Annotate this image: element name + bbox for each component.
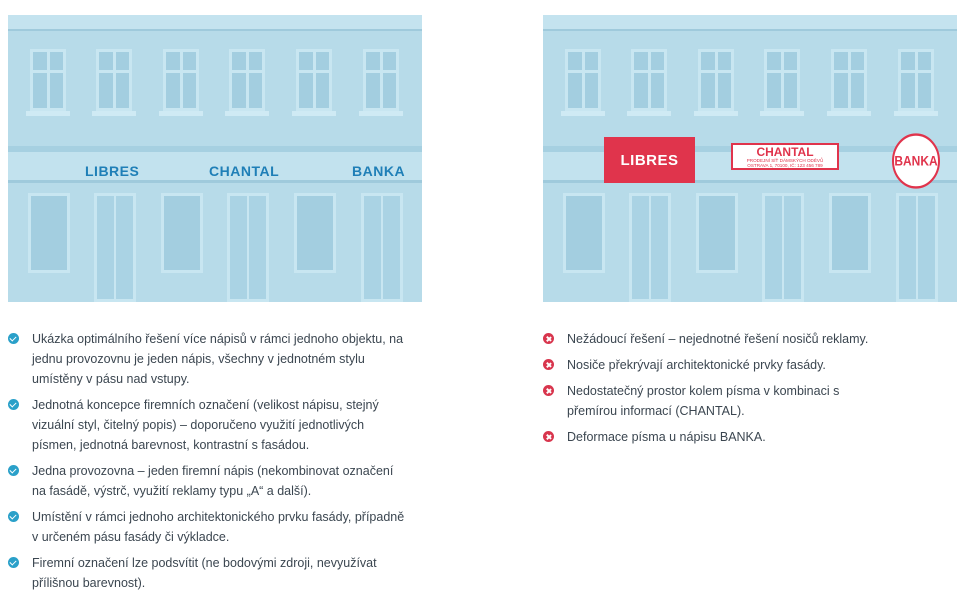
sign-libres: LIBRES [85, 163, 140, 179]
facade-illustration-good [8, 15, 422, 302]
upper-window [229, 49, 265, 111]
list-item: Jedna provozovna – jeden firemní nápis (nekombinovat označení na fasádě, výstrč, využití reklamy typu „A“ a další). [8, 461, 408, 501]
entrance-door [762, 193, 804, 302]
window-sill [159, 111, 203, 116]
window-sill [894, 111, 938, 116]
window-sill [359, 111, 403, 116]
upper-window [363, 49, 399, 111]
upper-window [698, 49, 734, 111]
list-item: Nedostatečný prostor kolem písma v kombinaci s přemírou informací (CHANTAL). [543, 381, 883, 421]
sign-libres-box: LIBRES [604, 137, 695, 183]
roofline [8, 15, 422, 31]
window-sill [561, 111, 605, 116]
upper-window [96, 49, 132, 111]
check-circle-icon [8, 399, 19, 410]
ground-window [829, 193, 871, 273]
upper-window [296, 49, 332, 111]
recommended-list [8, 329, 408, 599]
x-circle-icon [543, 333, 554, 344]
entrance-door [361, 193, 403, 302]
sign-chantal: CHANTAL [209, 163, 280, 179]
sign-banka-circle: BANKA [892, 133, 940, 188]
undesirable-list [543, 329, 883, 453]
check-circle-icon [8, 557, 19, 568]
window-sill [26, 111, 70, 116]
upper-window [163, 49, 199, 111]
list-item: Deformace písma u nápisu BANKA. [543, 427, 883, 447]
upper-window [764, 49, 800, 111]
list-item: Ukázka optimálního řešení více nápisů v rámci jednoho objektu, na jednu provozovnu je jeden nápis, všechny v jednotném stylu umístěny v pásu nad vstupy. [8, 329, 408, 389]
roofline [543, 15, 957, 31]
upper-window [565, 49, 601, 111]
upper-window [30, 49, 66, 111]
entrance-door [94, 193, 136, 302]
window-sill [225, 111, 269, 116]
window-sill [292, 111, 336, 116]
window-sill [627, 111, 671, 116]
upper-window [631, 49, 667, 111]
check-circle-icon [8, 333, 19, 344]
x-circle-icon [543, 385, 554, 396]
sign-banka: BANKA [352, 163, 406, 179]
check-circle-icon [8, 465, 19, 476]
window-sill [694, 111, 738, 116]
sign-chantal-title: CHANTAL [756, 145, 814, 159]
ground-window [696, 193, 738, 273]
window-sill [92, 111, 136, 116]
list-item: Nosiče překrývají architektonické prvky fasády. [543, 355, 883, 375]
x-circle-icon [543, 359, 554, 370]
facade-illustration-bad [543, 15, 957, 302]
list-item: Umístění v rámci jednoho architektonického prvku fasády, případně v určeném pásu fasády či výkladce. [8, 507, 408, 547]
upper-window [831, 49, 867, 111]
list-item: Jednotná koncepce firemních označení (velikost nápisu, stejný vizuální styl, čitelný popis) – doporučeno využití jednotlivých písmen, jednotná barevnost, kontrastní s fasádou. [8, 395, 408, 455]
entrance-door [227, 193, 269, 302]
window-sill [760, 111, 804, 116]
list-item: Nežádoucí řešení – nejednotné řešení nosičů reklamy. [543, 329, 883, 349]
upper-window [898, 49, 934, 111]
ground-window [161, 193, 203, 273]
sign-chantal-subtitle: PRODEJNÍ SÍŤ DÁMSKÝCH ODĚVŮ [746, 158, 824, 163]
ground-window [294, 193, 336, 273]
list-item: Firemní označení lze podsvítit (ne bodovými zdroji, nevyužívat přílišnou barevnost). [8, 553, 408, 593]
sign-chantal-box [731, 143, 839, 170]
sign-chantal-address: OSTRAVA 1, 70100, IČ: 123 456 789 [747, 163, 823, 168]
x-circle-icon [543, 431, 554, 442]
entrance-door [629, 193, 671, 302]
check-circle-icon [8, 511, 19, 522]
ground-window [28, 193, 70, 273]
window-sill [827, 111, 871, 116]
ground-window [563, 193, 605, 273]
entrance-door [896, 193, 938, 302]
